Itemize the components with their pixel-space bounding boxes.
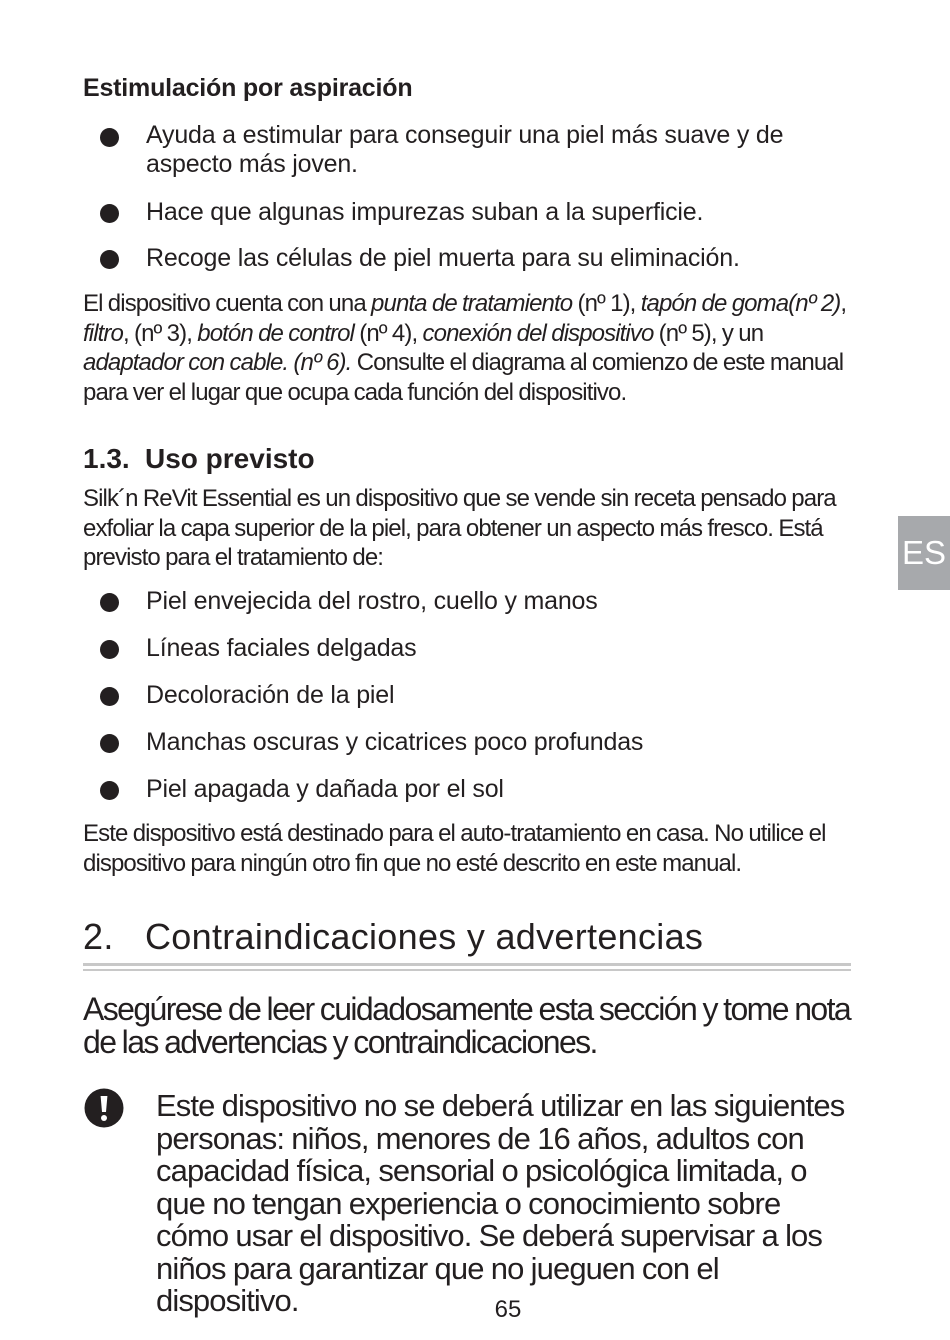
contraindications-lead: Asegúrese de leer cuidadosamente esta sección y tome nota de las advertencias y contraindicaciones. xyxy=(83,991,851,1060)
list-item-text: Hace que algunas impurezas suban a la superficie. xyxy=(146,198,704,226)
section-heading-intended-use xyxy=(83,443,315,475)
list-item-text: Ayuda a estimular para conseguir una piel más suave y de aspecto más joven. xyxy=(146,121,784,178)
list-item-text: Decoloración de la piel xyxy=(146,681,395,709)
section-heading-contraindications xyxy=(83,916,703,958)
bullet-icon xyxy=(100,250,119,269)
page-number: 65 xyxy=(494,1296,522,1323)
bullet-icon xyxy=(100,781,119,800)
bullet-icon xyxy=(100,734,119,753)
list-item-text: Manchas oscuras y cicatrices poco profundas xyxy=(146,728,644,756)
section-title-suction: Estimulación por aspiración xyxy=(83,74,413,102)
heading-rule xyxy=(83,969,851,971)
bullet-icon xyxy=(100,128,119,147)
bullet-icon xyxy=(100,640,119,659)
section-number: 1.3. xyxy=(83,443,130,474)
bullet-icon xyxy=(100,204,119,223)
intended-use-intro: Silk´n ReVit Essential es un dispositivo que se vende sin receta pensado para exfoliar la capa superior de la piel, para obtener un aspecto más fresco. Está previsto para el tratamiento de: xyxy=(83,485,836,571)
section-heading-text: Contraindicaciones y advertencias xyxy=(145,916,704,957)
device-parts-paragraph: El dispositivo cuenta con una punta de tratamiento (nº 1), tapón de goma(nº 2), filtro, (nº 3), botón de control (nº 4), conexión del dispositivo (nº 5), y un adaptador con cable. (nº 6). Consulte el diagrama al comienzo de este manual para ver el lugar que ocupa cada función del dispositivo. xyxy=(83,290,847,406)
heading-rule xyxy=(83,963,851,966)
bullet-icon xyxy=(100,687,119,706)
intended-use-note: Este dispositivo está destinado para el auto-tratamiento en casa. No utilice el dispositivo para ningún otro fin que no esté descrito en este manual. xyxy=(83,820,826,877)
list-item-text: Piel envejecida del rostro, cuello y manos xyxy=(146,587,598,615)
list-item-text: Recoge las células de piel muerta para su eliminación. xyxy=(146,244,740,272)
warning-text: Este dispositivo no se deberá utilizar en las siguientes personas: niños, menores de 16 años, adultos con capacidad física, sensorial o psicológica limitada, o que no tengan experiencia o conocimiento sobre cómo usar el dispositivo. Se deberá supervisar a los niños para garantizar que no jueguen con el dispositivo. xyxy=(156,1088,845,1318)
list-item-text: Piel apagada y dañada por el sol xyxy=(146,775,504,803)
exclamation-circle-icon xyxy=(84,1088,124,1128)
bullet-icon xyxy=(100,593,119,612)
list-item-text: Líneas faciales delgadas xyxy=(146,634,417,662)
section-heading-text: Uso previsto xyxy=(145,443,315,474)
language-tab: ES xyxy=(898,516,950,590)
section-number: 2. xyxy=(83,916,114,957)
